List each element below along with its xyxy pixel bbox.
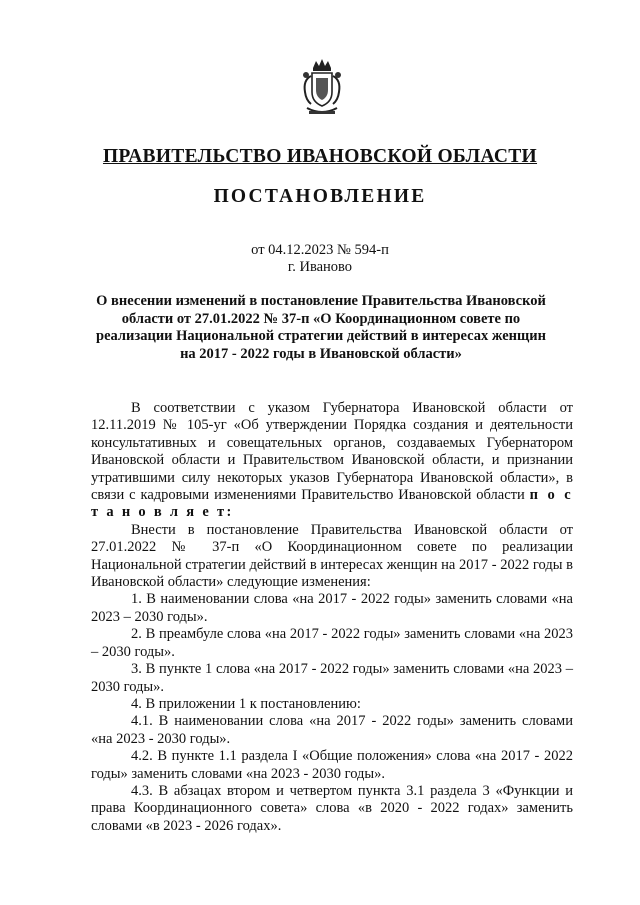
city: г. Иваново xyxy=(287,259,353,275)
document-subject: О внесении изменений в постановление Правительства Ивановской области от 27.01.2022 № 37-п «О Координационном совете по реализации Национальной стратегии действий в интересах женщин на 2017 - 2022 годы в Ивановской области» xyxy=(96,293,546,362)
list-item: 4.1. В наименовании слова «на 2017 - 2022 годы» заменить словами «на 2023 - 2030 годы». xyxy=(91,713,573,747)
document-type: ПОСТАНОВЛЕНИЕ xyxy=(213,186,427,207)
resolves-word: п о с т а н о в л я е т: xyxy=(91,487,573,521)
preamble-text: В соответствии с указом Губернатора Ивановской области от 12.11.2019 № 105-уг «Об утверждении Порядка создания и деятельности консультативных и совещательных органов, создаваемых Губернатором Ивановской области и Правительством Ивановской области, и признании утратившими силу некоторых указов Губернатора Ивановской области», в связи с кадровыми изменениями Правительство Ивановской области xyxy=(91,400,573,504)
coat-of-arms-icon xyxy=(299,58,345,120)
list-item: 2. В преамбуле слова «на 2017 - 2022 годы» заменить словами «на 2023 – 2030 годы». xyxy=(91,626,573,660)
list-item: 4.3. В абзацах втором и четвертом пункта 3.1 раздела 3 «Функции и права Координационного совета» слова «в 2020 - 2022 годах» заменить словами «в 2023 - 2026 годах». xyxy=(91,782,573,834)
organization-title: ПРАВИТЕЛЬСТВО ИВАНОВСКОЙ ОБЛАСТИ xyxy=(102,146,538,167)
list-item: 3. В пункте 1 слова «на 2017 - 2022 годы» заменить словами «на 2023 – 2030 годы». xyxy=(91,661,573,695)
preamble-paragraph xyxy=(91,400,573,522)
list-item: 1. В наименовании слова «на 2017 - 2022 годы» заменить словами «на 2023 – 2030 годы». xyxy=(91,591,573,625)
document-body xyxy=(91,400,573,835)
list-item: 4.2. В пункте 1.1 раздела I «Общие положения» слова «на 2017 - 2022 годы» заменить словами «на 2023 - 2030 годы». xyxy=(91,748,573,782)
intro-paragraph: Внести в постановление Правительства Ивановской области от 27.01.2022 № 37-п «О Координационном совете по реализации Национальной стратегии действий в интересах женщин на 2017 - 2022 годы в Ивановской области» следующие изменения: xyxy=(91,521,573,591)
list-item: 4. В приложении 1 к постановлению: xyxy=(131,695,361,712)
date-number: от 04.12.2023 № 594-п xyxy=(251,242,389,258)
